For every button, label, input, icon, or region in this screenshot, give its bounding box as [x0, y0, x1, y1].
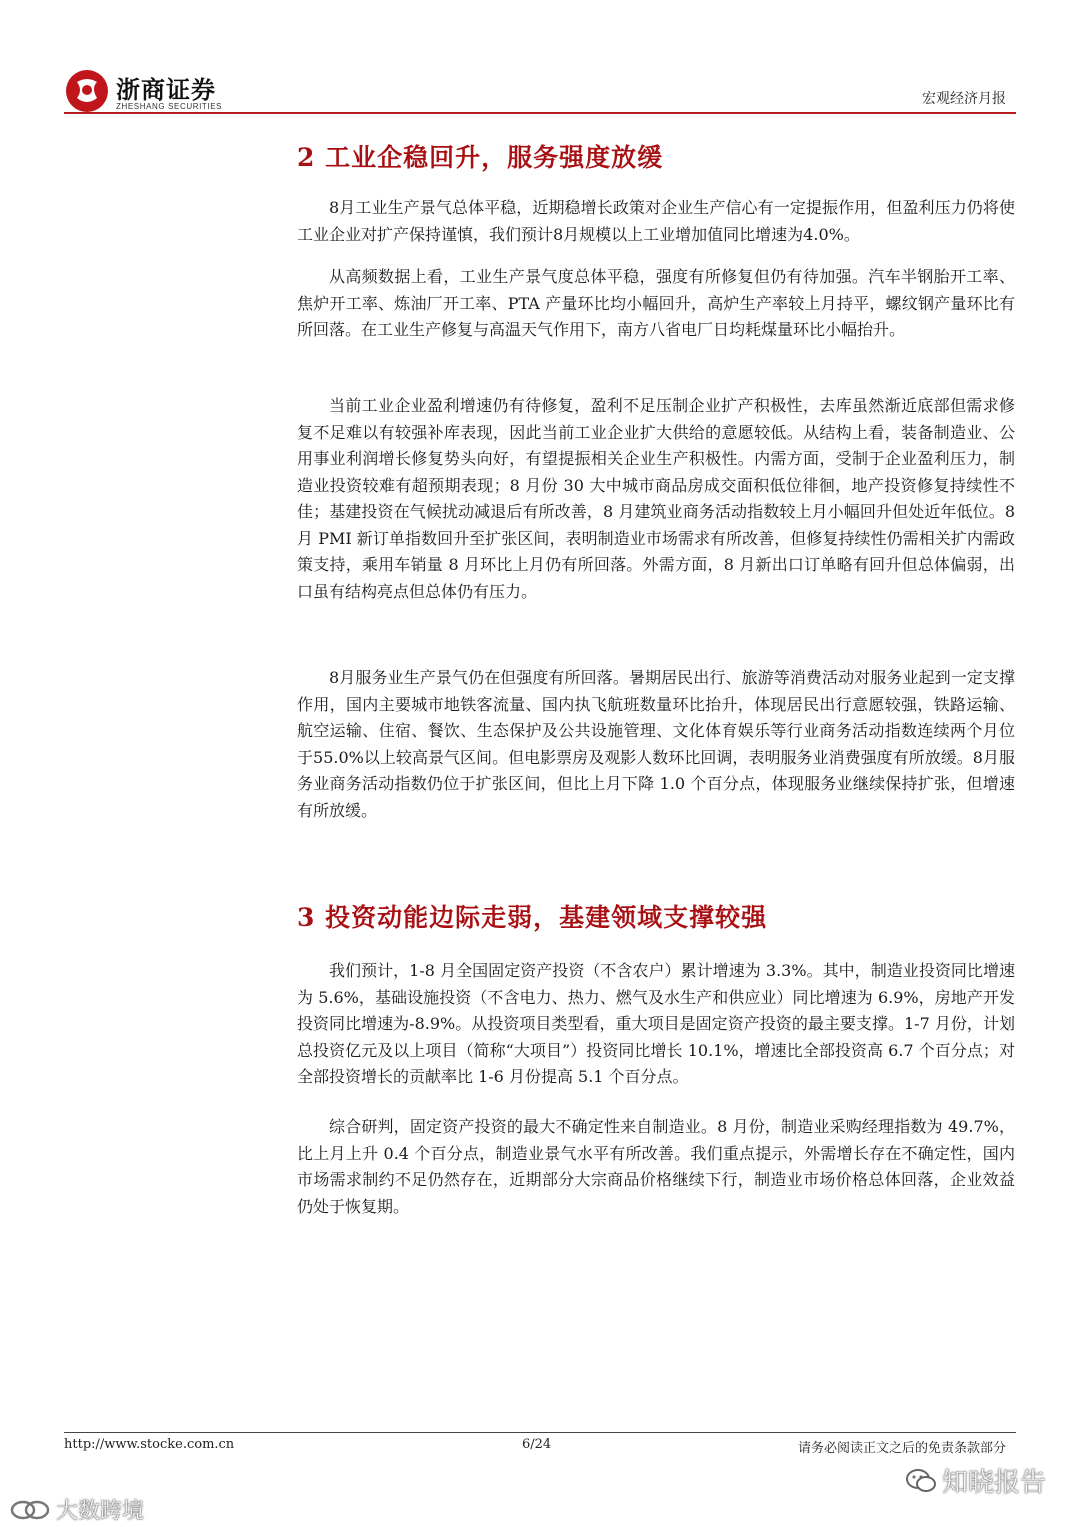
body-paragraph: 我们预计，1-8 月全国固定资产投资（不含农户）累计增速为 3.3%。其中，制造业投资同比增速为 5.6%，基础设施投资（不含电力、热力、燃气及水生产和供应业）同比增速为 6.9%，房地产开发投资同比增速为-8.9%。从投资项目类型看，重大项目是固定资产投资的最主要支撑。1-7 月份，计划总投资亿元及以上项目（简称“大项目”）投资同比增长 10.1%，增速比全部投资高 6.7 个百分点；对全部投资增长的贡献率比 1-6 月份提高 5.1 个百分点。 [297, 961, 1015, 1086]
link-rings-icon [10, 1499, 50, 1521]
zheshang-logo-icon [64, 68, 110, 114]
body-paragraph: 综合研判，固定资产投资的最大不确定性来自制造业。8 月份，制造业采购经理指数为 49.7%，比上月上升 0.4 个百分点，制造业景气水平有所改善。我们重点提示，外需增长存在不确定性，国内市场需求制约不足仍然存在，近期部分大宗商品价格继续下行，制造业市场价格总体回落，企业效益仍处于恢复期。 [297, 1117, 1015, 1216]
logo-chinese-name: 浙商证券 [116, 76, 216, 104]
body-paragraph: 8月服务业生产景气仍在但强度有所回落。暑期居民出行、旅游等消费活动对服务业起到一定支撑作用，国内主要城市地铁客流量、国内执飞航班数量环比抬升，体现居民出行意愿较强，铁路运输、航空运输、住宿、餐饮、生态保护及公共设施管理、文化体育娱乐等行业商务活动指数连续两个月位于55.0%以上较高景气区间。但电影票房及观影人数环比回调，表明服务业消费强度有所放缓。8月服务业商务活动指数仍位于扩张区间，但比上月下降 1.0 个百分点，体现服务业继续保持扩张，但增速有所放缓。 [297, 668, 1015, 820]
body-paragraph: 当前工业企业盈利增速仍有待修复，盈利不足压制企业扩产积极性，去库虽然渐近底部但需求修复不足难以有较强补库表现，因此当前工业企业扩大供给的意愿较低。从结构上看，装备制造业、公用事业利润增长修复势头向好，有望提振相关企业生产积极性。内需方面，受制于企业盈利压力，制造业投资较难有超预期表现；8 月份 30 大中城市商品房成交面积低位徘徊，地产投资修复持续性不佳；基建投资在气候扰动减退后有所改善，8 月建筑业商务活动指数较上月小幅回升但处近年低位。8 月 PMI 新订单指数回升至扩张区间，表明制造业市场需求有所改善，但修复持续性仍需相关扩内需政策支持，乘用车销量 8 月环比上月仍有所回落。外需方面，8 月新出口订单略有回升但总体偏弱，出口虽有结构亮点但总体仍有压力。 [297, 396, 1015, 601]
footer-divider [64, 1432, 1016, 1433]
logo-english-name: ZHESHANG SECURITIES [116, 102, 223, 111]
footer-disclaimer: 请务必阅读正文之后的免责条款部分 [797, 1441, 1006, 1456]
watermark-left [10, 1494, 144, 1525]
section-title: 3 投资动能边际走弱，基建领域支撑较强 [297, 903, 768, 932]
page-number: 6/24 [522, 1437, 552, 1452]
wechat-icon [906, 1468, 936, 1494]
watermark-right [906, 1462, 1046, 1499]
footer-website-link[interactable]: http://www.stocke.com.cn [64, 1437, 235, 1452]
watermark-right-text: 知晓报告 [941, 1468, 1046, 1498]
body-paragraph: 8月工业生产景气总体平稳，近期稳增长政策对企业生产信心有一定提振作用，但盈利压力仍将使工业企业对扩产保持谨慎，我们预计8月规模以上工业增加值同比增速为4.0%。 [297, 198, 1015, 244]
header-divider [64, 112, 1016, 114]
body-paragraph: 从高频数据上看，工业生产景气度总体平稳，强度有所修复但仍有待加强。汽车半钢胎开工率、焦炉开工率、炼油厂开工率、PTA 产量环比均小幅回升，高炉生产率较上月持平，螺纹钢产量环比有所回落。在工业生产修复与高温天气作用下，南方八省电厂日均耗煤量环比小幅抬升。 [297, 267, 1015, 339]
watermark-left-text: 大数跨境 [56, 1499, 145, 1524]
section-title: 2 工业企稳回升，服务强度放缓 [297, 143, 664, 172]
report-type-label: 宏观经济月报 [922, 91, 1006, 107]
